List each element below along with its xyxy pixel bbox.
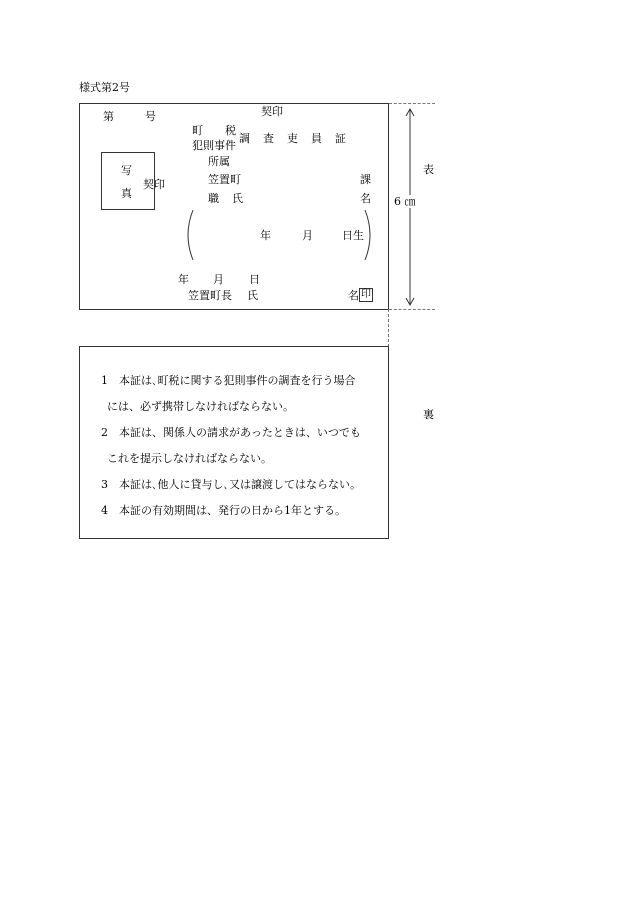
front-side-label: 表 (423, 163, 434, 176)
birth-year: 年 (260, 229, 271, 242)
offense-line: 犯則事件 (192, 139, 236, 152)
height-label: 6 ㎝ (394, 195, 416, 208)
card-title: 調 査 吏 員 証 (239, 132, 347, 145)
birth-month: 月 (302, 229, 313, 242)
seal-mark: 印 (361, 289, 371, 300)
mayor-label: 笠置町長 (188, 289, 232, 302)
seal-stamp (359, 288, 373, 302)
shoku-label: 職 (208, 192, 219, 205)
form-title: 様式第2号 (79, 81, 130, 94)
bottom-guide-line (389, 309, 435, 310)
fold-guide-line (388, 309, 389, 347)
mei-label: 名 (360, 192, 371, 205)
back-item-1-line-1: 1 本証は､町税に関する犯則事件の調査を行う場合 (101, 374, 356, 387)
left-parenthesis (183, 209, 195, 261)
photo-label-1: 写 (121, 164, 132, 177)
right-parenthesis (363, 209, 375, 261)
kei-in-top: 契印 (261, 105, 283, 118)
issue-day: 日 (249, 273, 260, 286)
back-item-1-line-2: には、必ず携帯しなければならない。 (107, 400, 294, 413)
kasagi-town-label: 笠置町 (208, 173, 241, 186)
back-side-label: 裏 (423, 408, 434, 421)
back-item-2-line-1: 2 本証は、関係人の請求があったときは、いつでも (101, 426, 361, 439)
back-item-4: 4 本証の有効期間は、発行の日から1年とする。 (101, 504, 346, 517)
mayor-mei: 名 (348, 289, 359, 302)
photo-label-2: 真 (121, 187, 132, 200)
shozoku-label: 所属 (208, 155, 230, 168)
back-item-2-line-2: これを提示しなければならない。 (107, 452, 272, 465)
ka-label: 課 (360, 173, 371, 186)
top-guide-line (389, 103, 435, 104)
number-go: 号 (145, 110, 156, 123)
kei-in-side: 契印 (143, 178, 165, 191)
shi-label: 氏 (232, 192, 243, 205)
back-item-3: 3 本証は､他人に貸与し､又は譲渡してはならない。 (101, 478, 361, 491)
birth-day: 日生 (342, 229, 364, 242)
number-dai: 第 (103, 110, 114, 123)
mayor-shi: 氏 (247, 289, 258, 302)
tax-line: 町 税 (192, 124, 236, 137)
issue-year: 年 (178, 273, 189, 286)
issue-month: 月 (213, 273, 224, 286)
